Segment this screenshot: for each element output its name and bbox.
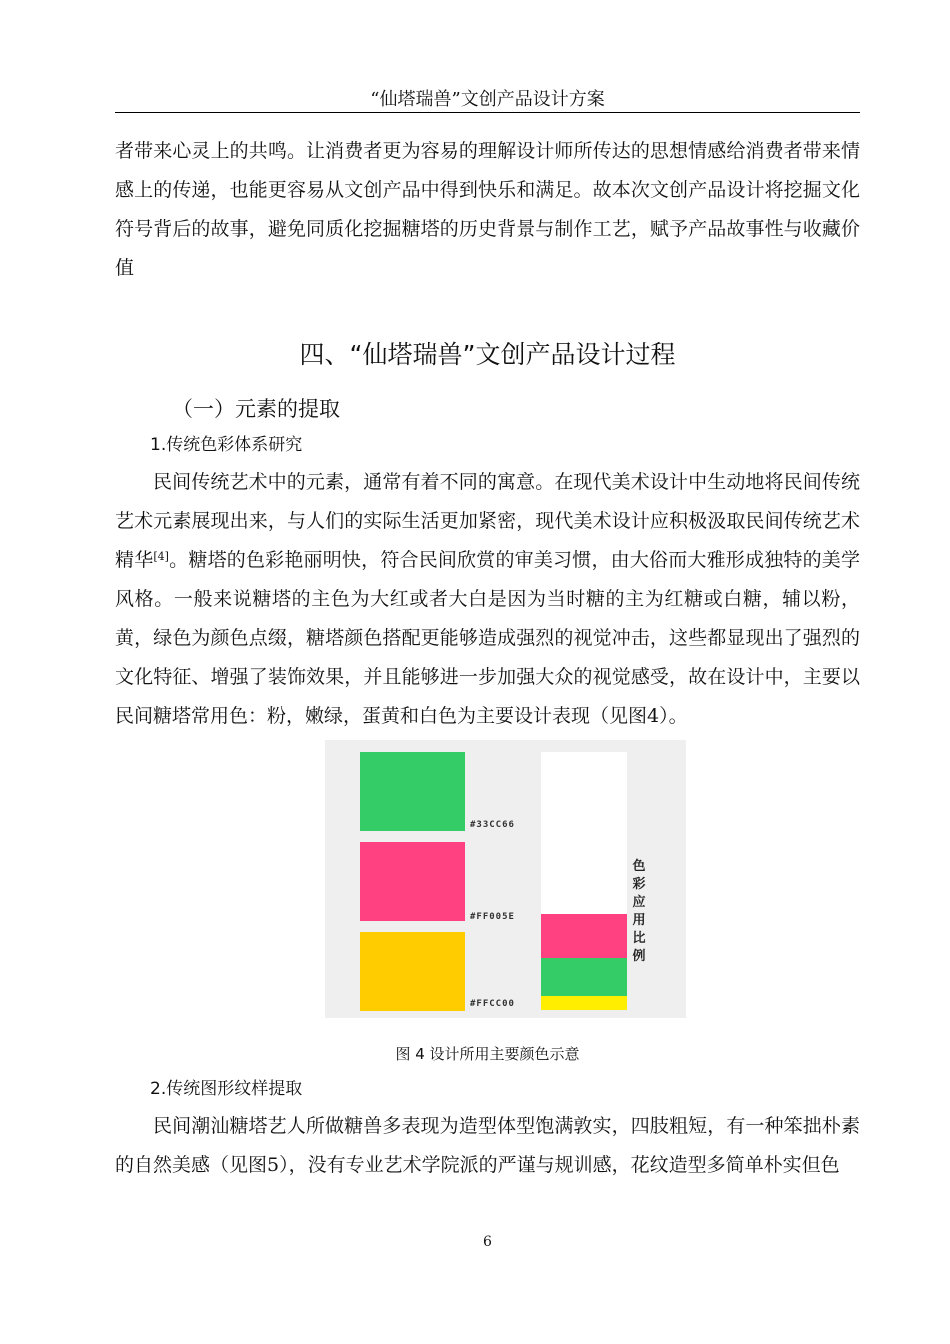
item2-paragraph: 民间潮汕糖塔艺人所做糖兽多表现为造型体型饱满敦实，四肢粗短，有一种笨拙朴素的自然美感（见图5），没有专业艺术学院派的严谨与规训感，花纹造型多简单朴实但色 <box>115 1115 860 1176</box>
header-rule <box>115 112 860 113</box>
ratio-pink <box>541 914 627 958</box>
section-title: 四、“仙塔瑞兽”文创产品设计过程 <box>299 340 676 369</box>
swatch-yellow <box>360 932 465 1011</box>
running-header: “仙塔瑞兽”文创产品设计方案 <box>370 89 605 110</box>
hex-yellow: #FFCC00 <box>470 999 515 1009</box>
item1-heading: 1.传统色彩体系研究 <box>150 435 303 455</box>
swatch-pink <box>360 842 465 921</box>
item2-heading: 2.传统图形纹样提取 <box>150 1079 303 1099</box>
intro-paragraph: 者带来心灵上的共鸣。让消费者更为容易的理解设计师所传达的思想情感给消费者带来情感上的传递，也能更容易从文创产品中得到快乐和满足。故本次文创产品设计将挖掘文化符号背后的故事，避免同质化挖掘糖塔的历史背景与制作工艺，赋予产品故事性与收藏价值 <box>115 140 860 279</box>
swatch-green <box>360 752 465 831</box>
page-number: 6 <box>483 1234 492 1250</box>
color-ratio-bar <box>541 752 627 1010</box>
item1-text-a: 民间传统艺术中的元素，通常有着不同的寓意。在现代美术设计中生动地将民间传统艺术元素展现出来，与人们的实际生活更加紧密，现代美术设计应积极汲取民间传统艺术精华 <box>115 471 860 571</box>
ratio-green <box>541 958 627 996</box>
ratio-yellow <box>541 996 627 1010</box>
figure-caption: 图 4 设计所用主要颜色示意 <box>395 1045 580 1063</box>
hex-pink: #FF005E <box>470 912 515 922</box>
subsection-title: （一）元素的提取 <box>172 397 340 421</box>
citation-ref: [4] <box>153 550 169 563</box>
ratio-label: 色彩应用比例 <box>632 859 646 964</box>
ratio-white <box>541 752 627 914</box>
item1-paragraph <box>115 463 860 736</box>
color-figure <box>325 740 686 1018</box>
item1-text-b: 。糖塔的色彩艳丽明快，符合民间欣赏的审美习惯，由大俗而大雅形成独特的美学风格。一般来说糖塔的主色为大红或者大白是因为当时糖的主为红糖或白糖，辅以粉，黄，绿色为颜色点缀，糖塔颜色搭配更能够造成强烈的视觉冲击，这些都显现出了强烈的文化特征、增强了装饰效果，并且能够进一步加强大众的视觉感受，故在设计中，主要以民间糖塔常用色：粉，嫩绿，蛋黄和白色为主要设计表现（见图4）。 <box>115 549 860 727</box>
hex-green: #33CC66 <box>470 820 515 830</box>
